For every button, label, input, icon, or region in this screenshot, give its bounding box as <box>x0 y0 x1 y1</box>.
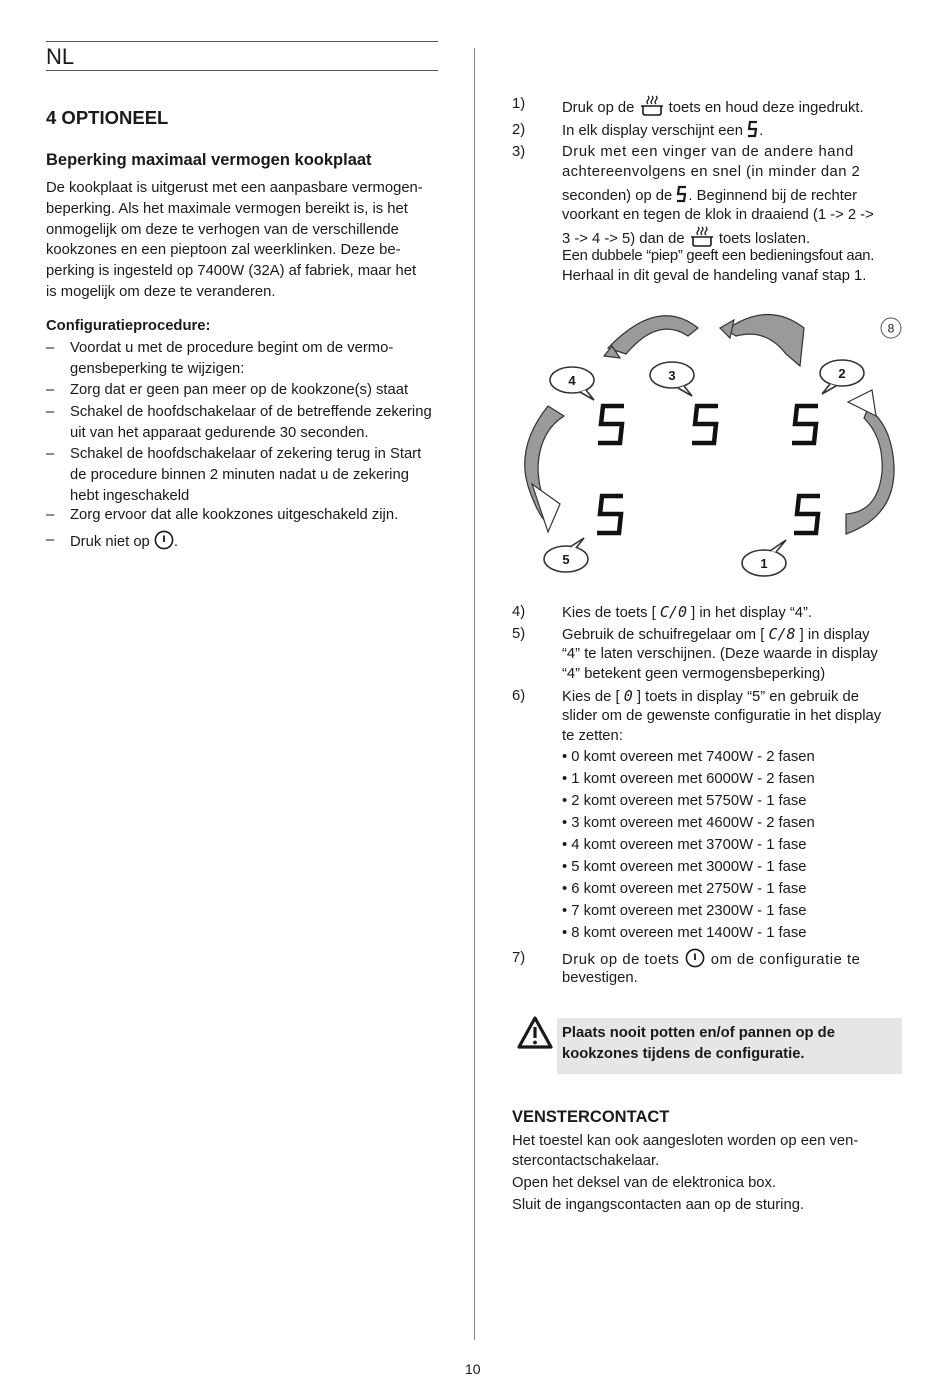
warning-line: Plaats nooit potten en/of pannen op de <box>562 1025 835 1041</box>
header-bottom-rule <box>46 70 438 71</box>
step-number: 5) <box>512 626 526 642</box>
step-6-line: te zetten: <box>562 728 623 744</box>
list-item-line: Zorg ervoor dat alle kookzones uitgeschakeld zijn. <box>70 507 399 523</box>
header-top-rule <box>46 41 438 42</box>
list-item <box>70 402 438 444</box>
step-6-line: slider om de gewenste configuratie in het display <box>562 708 882 724</box>
column-divider <box>474 48 475 1340</box>
step-number: 3) <box>512 144 526 160</box>
bubble-label: 5 <box>562 552 570 567</box>
list-item-line: Schakel de hoofdschakelaar of zekering terug in Start <box>70 446 422 462</box>
hob-display-diagram <box>508 306 908 584</box>
bubble-1 <box>742 540 786 576</box>
page-number: 10 <box>465 1361 481 1377</box>
step-text: Kies de [ <box>562 689 620 705</box>
intro-line: beperking. Als het maximale vermogen bereikt is, is het <box>46 200 408 217</box>
list-item <box>70 444 438 506</box>
step-text: Druk op de toets <box>562 952 680 968</box>
bubble-label: 4 <box>568 373 576 388</box>
arrow-top-left <box>608 316 698 354</box>
arrow-top-right <box>726 314 804 366</box>
step-5-line: “4” betekent geen vermogensbeperking) <box>562 666 826 682</box>
display-2-segment <box>792 406 818 443</box>
step-number: 6) <box>512 688 526 704</box>
list-dash: – <box>46 507 55 523</box>
step-6 <box>562 686 902 708</box>
list-item-text: Druk niet op <box>70 534 150 550</box>
intro-paragraph <box>46 178 438 303</box>
step-text: In elk display verschijnt een <box>562 123 743 139</box>
step-text: 3 -> 4 -> 5) dan de <box>562 231 685 247</box>
list-dash: – <box>46 446 55 462</box>
config-option: • 2 komt overeen met 5750W - 1 fase <box>562 793 807 809</box>
bubble-label: 2 <box>838 366 846 381</box>
step-text: . <box>759 123 764 139</box>
list-item-line: de procedure binnen 2 minuten nadat u de zekering <box>70 466 409 483</box>
step-text: ] toets in display “5” en gebruik de <box>636 689 859 705</box>
figure-number: 8 <box>887 321 895 336</box>
intro-line: kookzones en een pieptoon zal weerklinken. Deze be- <box>46 242 401 259</box>
intro-line: De kookplaat is uitgerust met een aanpasbare vermogen- <box>46 180 423 196</box>
warning-icon <box>516 1015 554 1051</box>
config-option: • 7 komt overeen met 2300W - 1 fase <box>562 903 807 919</box>
step-text: Kies de toets [ <box>562 605 656 621</box>
list-item-text: . <box>173 534 179 550</box>
bubble-label: 1 <box>760 556 768 571</box>
display-4-segment <box>598 406 624 443</box>
step-text: ] in het display “4”. <box>691 605 813 621</box>
arrow-top-right-head <box>720 320 734 338</box>
venstercontact-title: VENSTERCONTACT <box>512 1108 670 1126</box>
step-3-line: voorkant en tegen de klok in draaiend (1 -> 2 -> <box>562 207 874 223</box>
display-5-segment <box>597 496 623 533</box>
subsection-title: Beperking maximaal vermogen kookplaat <box>46 151 372 169</box>
step-7-line: bevestigen. <box>562 970 638 986</box>
bubble-label: 3 <box>668 368 676 383</box>
step-text: Gebruik de schuifregelaar om [ <box>562 627 765 643</box>
step-3-line: Een dubbele “piep” geeft een bedieningsfout aan. <box>562 248 875 264</box>
step-number: 7) <box>512 950 526 966</box>
warning-text <box>562 1023 897 1065</box>
list-item <box>70 505 438 526</box>
step-number: 4) <box>512 604 526 620</box>
step-4 <box>562 602 902 624</box>
intro-line: is mogelijk om deze te veranderen. <box>46 283 276 300</box>
intro-line: onmogelijk om deze te verhogen van de verschillende <box>46 221 399 238</box>
config-option: • 5 komt overeen met 3000W - 1 fase <box>562 859 807 875</box>
list-item <box>70 380 438 401</box>
venster-line: stercontactschakelaar. <box>512 1153 660 1169</box>
bubble-5 <box>544 538 588 572</box>
step-3-line: Herhaal in dit geval de handeling vanaf stap 1. <box>562 268 867 284</box>
language-code: NL <box>46 44 75 69</box>
display-code: C/0 <box>659 603 687 621</box>
list-dash: – <box>46 340 55 356</box>
step-number: 1) <box>512 96 526 112</box>
step-1 <box>562 94 902 123</box>
config-option: • 0 komt overeen met 7400W - 2 fasen <box>562 749 815 765</box>
step-3-line: Druk met een vinger van de andere hand <box>562 144 854 160</box>
list-item-line: Schakel de hoofdschakelaar of de betreffende zekering <box>70 404 432 420</box>
list-item-line: hebt ingeschakeld <box>70 487 190 504</box>
list-dash: – <box>46 404 55 420</box>
warning-line: kookzones tijdens de configuratie. <box>562 1045 805 1062</box>
list-item <box>70 338 438 380</box>
display-3-segment <box>692 406 718 443</box>
config-option: • 1 komt overeen met 6000W - 2 fasen <box>562 771 815 787</box>
step-text: . Beginnend bij de rechter <box>688 188 858 204</box>
arrow-right-head <box>848 390 876 416</box>
arrow-right <box>846 408 894 534</box>
list-item-line: Voordat u met de procedure begint om de vermo- <box>70 340 394 356</box>
config-option: • 6 komt overeen met 2750W - 1 fase <box>562 881 807 897</box>
step-text: om de configuratie te <box>710 952 861 968</box>
step-text: toets en houd deze ingedrukt. <box>668 100 864 116</box>
section-title: 4 OPTIONEEL <box>46 107 169 128</box>
step-5 <box>562 624 902 646</box>
display-1-segment <box>794 496 820 533</box>
venster-line: Open het deksel van de elektronica box. <box>512 1175 777 1191</box>
display-code: 0 <box>623 687 633 705</box>
power-icon <box>154 530 174 557</box>
list-item-line: Zorg dat er geen pan meer op de kookzone(s) staat <box>70 382 409 398</box>
list-item-line: gensbeperking te wijzigen: <box>70 360 245 377</box>
step-text: seconden) op de <box>562 188 673 204</box>
step-number: 2) <box>512 122 526 138</box>
step-text: ] in display <box>799 627 870 643</box>
display-code: C/8 <box>768 625 796 643</box>
pot-icon <box>639 94 665 123</box>
intro-line: perking is ingesteld op 7400W (32A) af fabriek, maar het <box>46 263 417 280</box>
step-text: toets loslaten. <box>718 231 811 247</box>
bubble-2 <box>820 360 864 394</box>
config-option: • 8 komt overeen met 1400W - 1 fase <box>562 925 807 941</box>
bubble-4 <box>550 367 594 400</box>
list-item <box>70 530 438 557</box>
venster-line: Sluit de ingangscontacten aan op de sturing. <box>512 1197 805 1213</box>
config-option: • 3 komt overeen met 4600W - 2 fasen <box>562 815 815 831</box>
list-dash: – <box>46 532 55 548</box>
bubble-3 <box>650 362 694 396</box>
list-item-line: uit van het apparaat gedurende 30 seconden. <box>70 424 369 441</box>
step-3-line: achtereenvolgens en snel (in minder dan 2 <box>562 164 861 180</box>
venster-line: Het toestel kan ook aangesloten worden op een ven- <box>512 1133 859 1149</box>
step-5-line: “4” te laten verschijnen. (Deze waarde in display <box>562 646 878 662</box>
step-text: Druk op de <box>562 100 635 116</box>
list-dash: – <box>46 382 55 398</box>
config-title: Configuratieprocedure: <box>46 318 211 334</box>
config-option: • 4 komt overeen met 3700W - 1 fase <box>562 837 807 853</box>
